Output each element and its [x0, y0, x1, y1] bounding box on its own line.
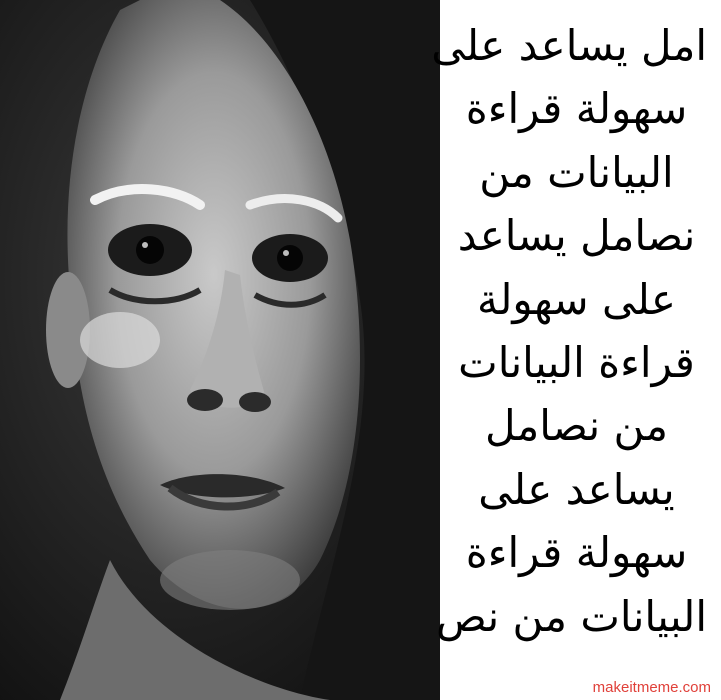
caption-line: نصامل يساعد	[457, 211, 696, 261]
caption-line: قراءة البيانات	[458, 338, 695, 388]
caption-line: على سهولة	[477, 274, 676, 324]
caption-line: من نصامل	[484, 401, 669, 451]
caption-line: يساعد على	[478, 464, 675, 514]
caption-line: امل يساعد على	[431, 21, 707, 70]
caption-line: سهولة قراءة	[465, 528, 688, 578]
caption-line: البيانات من نص	[436, 591, 707, 641]
caption-line: البيانات من	[479, 147, 674, 197]
meme-caption	[431, 0, 721, 680]
caption-line: سهولة قراءة	[465, 84, 688, 134]
watermark: makeitmeme.com	[592, 679, 711, 696]
